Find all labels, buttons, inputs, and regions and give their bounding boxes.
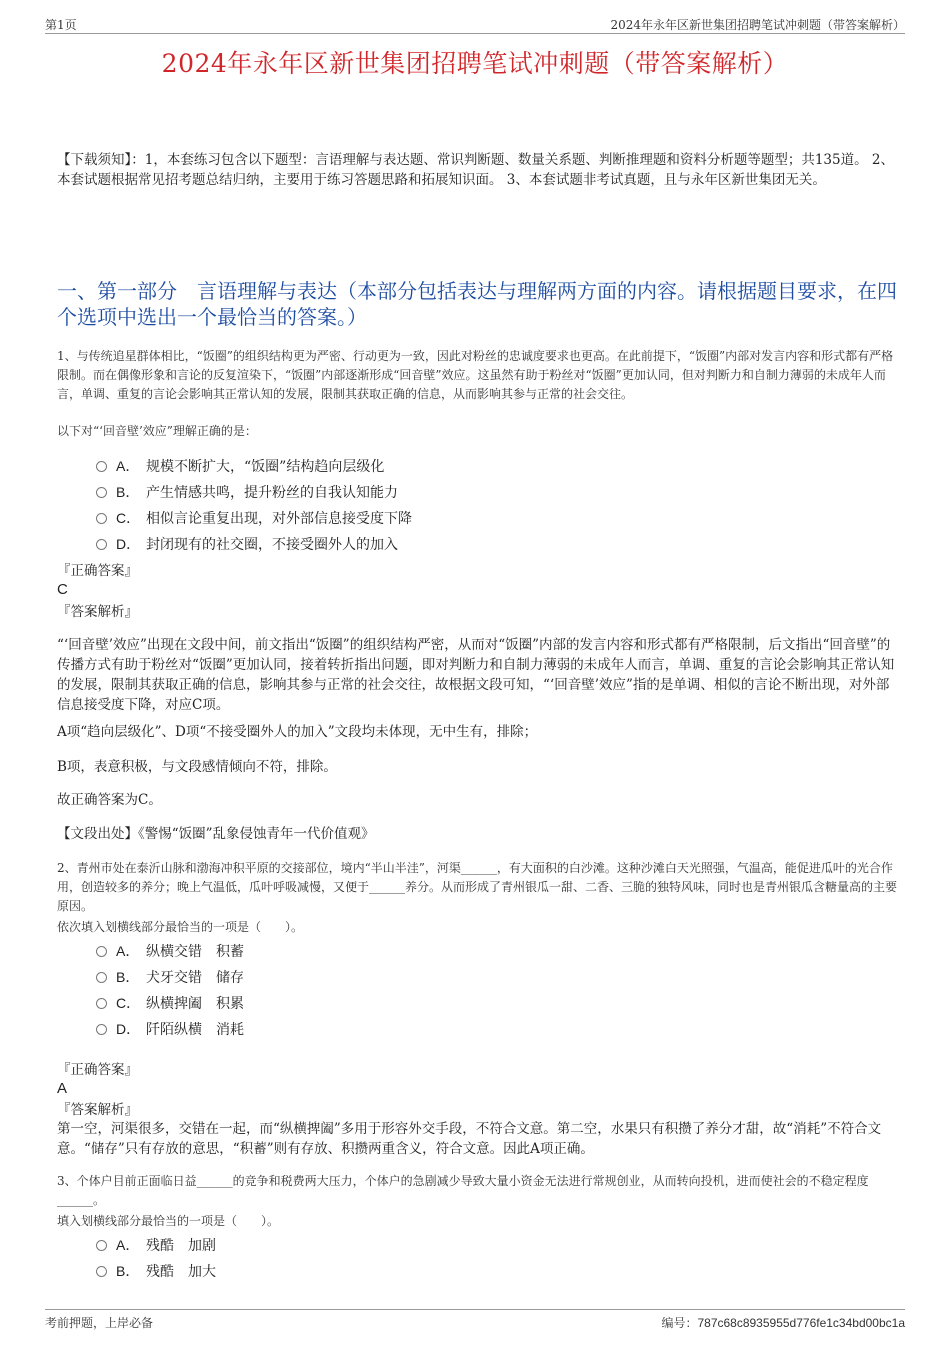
q1-option-b[interactable]: B． 产生情感共鸣，提升粉丝的自我认知能力 [96, 481, 398, 503]
q1-source: 【文段出处】《警惕“饭圈”乱象侵蚀青年一代价值观》 [57, 826, 375, 842]
download-notice: 【下载须知】：1，本套练习包含以下题型：言语理解与表达题、常识判断题、数量关系题、判断推理题和资料分析题等题型；共135道。 2、本套试题根据常见招考题总结归纳，主要用于练习答题思路和拓展知识面。 3、本套试题非考试真题，且与永年区新世集团无关。 [57, 152, 894, 188]
q1-answer-heading: 『正确答案』 [57, 563, 138, 579]
footer-divider [45, 1309, 905, 1310]
q2-analysis-heading: 『答案解析』 [57, 1102, 138, 1118]
radio-icon[interactable] [96, 1266, 107, 1277]
q2-analysis: 第一空，河渠很多，交错在一起，而“纵横捭阖”多用于形容外交手段，不符合文意。第二空，水果只有积攒了养分才甜，故“消耗”不符合文意。“储存”只有存放的意思，“积蓄”则有存放、积攒两重含义，符合文意。因此A项正确。 [57, 1121, 882, 1157]
question-2-stem: 2、青州市处在泰沂山脉和渤海冲积平原的交接部位，境内“半山半洼”，河渠______，有大面积的白沙滩。这种沙滩白天光照强，气温高，能促进瓜叶的光合作用，创造较多的养分；晚上气温低，瓜叶呼吸减慢，又便于______养分。从而形成了青州银瓜一甜、二香、三脆的独特风味，同时也是青州银瓜含糖量高的主要原因。 [57, 861, 898, 913]
question-2-prompt: 依次填入划横线部分最恰当的一项是（ ）。 [57, 920, 304, 934]
radio-icon[interactable] [96, 1024, 107, 1035]
header-doc-title: 2024年永年区新世集团招聘笔试冲刺题（带答案解析） [610, 18, 905, 32]
q2-option-b[interactable]: B． 犬牙交错 储存 [96, 966, 244, 988]
radio-icon[interactable] [96, 1240, 107, 1251]
q2-option-d[interactable]: D． 阡陌纵横 消耗 [96, 1018, 244, 1040]
q1-analysis-heading: 『答案解析』 [57, 604, 138, 620]
radio-icon[interactable] [96, 513, 107, 524]
section-heading: 一、第一部分 言语理解与表达（本部分包括表达与理解两方面的内容。请根据题目要求，在四个选项中选出一个最恰当的答案。） [57, 279, 897, 329]
radio-icon[interactable] [96, 946, 107, 957]
q2-option-a[interactable]: A． 纵横交错 积蓄 [96, 940, 244, 962]
question-3-prompt: 填入划横线部分最恰当的一项是（ ）。 [57, 1214, 280, 1228]
radio-icon[interactable] [96, 972, 107, 983]
question-1-prompt: 以下对“‘回音壁’效应”理解正确的是： [57, 424, 257, 438]
q3-option-a[interactable]: A． 残酷 加剧 [96, 1234, 216, 1256]
radio-icon[interactable] [96, 998, 107, 1009]
q1-option-c[interactable]: C． 相似言论重复出现，对外部信息接受度下降 [96, 507, 412, 529]
q2-option-c[interactable]: C． 纵横捭阖 积累 [96, 992, 244, 1014]
q2-answer: A [57, 1080, 68, 1097]
radio-icon[interactable] [96, 487, 107, 498]
q3-option-b[interactable]: B． 残酷 加大 [96, 1260, 216, 1282]
q1-analysis-2: A项“趋向层级化”、D项“不接受圈外人的加入”文段均未体现，无中生有，排除； [57, 724, 538, 740]
question-3-stem: 3、个体户目前正面临日益______的竞争和税费两大压力，个体户的急剧减少导致大量小资金无法进行常规创业，从而转向投机，进而使社会的不稳定程度______。 [57, 1174, 869, 1207]
q1-option-d[interactable]: D． 封闭现有的社交圈，不接受圈外人的加入 [96, 533, 398, 555]
footer-doc-id: 编号：787c68c8935955d776fe1c34bd00bc1a [661, 1316, 905, 1330]
header-divider [45, 33, 905, 34]
q1-analysis: “‘回音壁’效应”出现在文段中间，前文指出“饭圈”的组织结构严密，从而对“饭圈”内部的发言内容和形式都有严格限制，后文指出“回音壁”的传播方式有助于粉丝对“饭圈”更加认同，接着转折指出问题，即对判断力和自制力薄弱的未成年人而言，单调、重复的言论会影响其正常认知的发展，限制其获取正确的信息，影响其参与正常的社会交往，故根据文段可知，“‘回音壁’效应”指的是单调、相似的言论不断出现，对外部信息接受度下降，对应C项。 [57, 637, 895, 713]
question-1-stem: 1、与传统追星群体相比，“饭圈”的组织结构更为严密、行动更为一致，因此对粉丝的忠诚度要求也更高。在此前提下，“饭圈”内部对发言内容和形式都有严格限制。而在偶像形象和言论的反复渲染下，“饭圈”内部逐渐形成“回音壁”效应。这虽然有助于粉丝对“饭圈”更加认同，但对判断力和自制力薄弱的未成年人而言，单调、重复的言论会影响其正常认知的发展，限制其获取正确的信息，从而影响其参与正常的社会交往。 [57, 349, 894, 401]
q1-analysis-4: 故正确答案为C。 [57, 792, 162, 808]
radio-icon[interactable] [96, 461, 107, 472]
page-title: 2024年永年区新世集团招聘笔试冲刺题（带答案解析） [161, 49, 789, 78]
q1-option-a[interactable]: A． 规模不断扩大，“饭圈”结构趋向层级化 [96, 455, 384, 477]
radio-icon[interactable] [96, 539, 107, 550]
q1-analysis-3: B项，表意积极，与文段感情倾向不符，排除。 [57, 759, 337, 775]
q1-answer: C [57, 581, 68, 598]
page-number: 第1页 [45, 18, 77, 32]
footer-slogan: 考前押题，上岸必备 [45, 1316, 154, 1330]
q2-answer-heading: 『正确答案』 [57, 1062, 138, 1078]
